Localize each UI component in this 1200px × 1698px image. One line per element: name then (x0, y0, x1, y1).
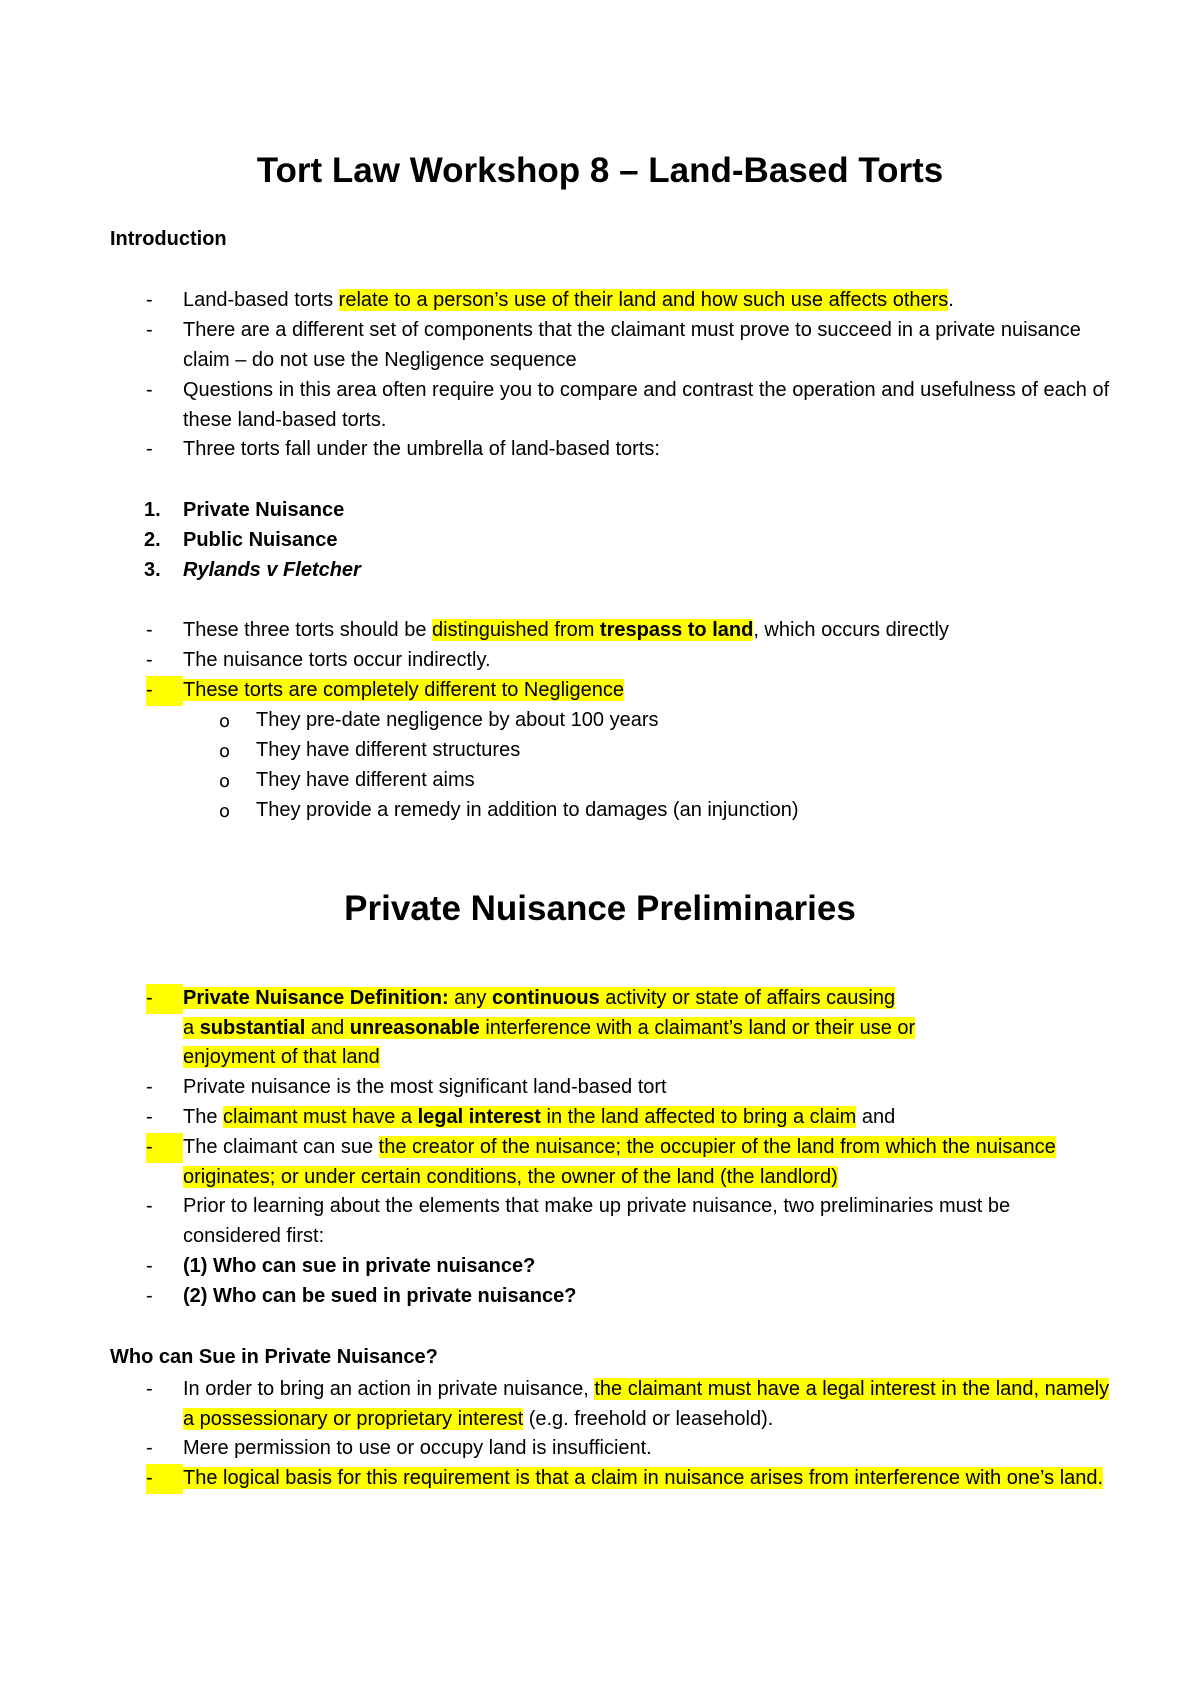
sue-bullet-1 (183, 1375, 1113, 1434)
prelim-bullet-3 (183, 1103, 1113, 1133)
text-run: and (305, 1016, 350, 1039)
bold-text: trespass to land (599, 619, 754, 641)
bullet-marker: - (146, 984, 183, 1014)
bullet-marker: - (146, 649, 153, 671)
prelim-question-2: (2) Who can be sued in private nuisance? (183, 1285, 577, 1307)
bullet-marker: - (146, 619, 153, 641)
bullet-marker: - (146, 289, 153, 311)
sub-bullet-marker: o (219, 801, 231, 822)
bullet-marker: - (146, 1285, 153, 1307)
sub-bullet-4: They provide a remedy in addition to damages (an injunction) (256, 799, 799, 821)
intro-bullet-6: The nuisance torts occur indirectly. (183, 649, 491, 671)
sub-bullet-3: They have different aims (256, 769, 475, 791)
highlighted-text: enjoyment of that land (183, 1046, 380, 1068)
sub-bullet-marker: o (219, 711, 231, 732)
text-run: interference with a claimant’s land or their use or (479, 1016, 916, 1039)
text-run: The claimant can sue (183, 1136, 379, 1158)
definition-label: Private Nuisance Definition: (183, 987, 449, 1009)
text-run: and (856, 1106, 896, 1128)
tort-item-rylands: Rylands v Fletcher (183, 559, 361, 581)
definition-bullet (183, 984, 1113, 1073)
text-run: Land-based torts (183, 289, 339, 311)
intro-bullet-4: Three torts fall under the umbrella of land-based torts: (183, 438, 660, 460)
intro-bullet-3: Questions in this area often require you to compare and contrast the operation and usefulness of each of these land-based torts. (183, 379, 1110, 431)
sue-bullet-3 (183, 1464, 1113, 1494)
prelim-question-1: (1) Who can sue in private nuisance? (183, 1255, 536, 1277)
text-run: These three torts should be (183, 619, 433, 641)
list-number: 1. (144, 499, 161, 521)
section-heading-who-can-sue: Who can Sue in Private Nuisance? (110, 1346, 438, 1368)
section-title-preliminaries: Private Nuisance Preliminaries (344, 889, 856, 928)
sub-bullet-1: They pre-date negligence by about 100 years (256, 709, 659, 731)
tort-item-public-nuisance: Public Nuisance (183, 529, 338, 551)
tort-item-private-nuisance: Private Nuisance (183, 499, 345, 521)
text-run: , which occurs directly (753, 619, 949, 641)
intro-bullet-7 (183, 676, 1113, 706)
intro-bullet-2: There are a different set of components that the claimant must prove to succeed in a private nuisance claim – do not use the Negligence sequence (183, 319, 1081, 371)
list-number: 3. (144, 559, 161, 581)
bullet-marker: - (146, 379, 153, 401)
text-run: (e.g. freehold or leasehold). (523, 1407, 774, 1430)
bullet-marker: - (146, 1195, 153, 1217)
text-run: The (183, 1106, 224, 1128)
text-run: claimant must have a (223, 1106, 418, 1128)
prelim-bullet-2: Private nuisance is the most significant land-based tort (183, 1076, 667, 1098)
bullet-marker: - (146, 676, 183, 706)
text-run: distinguished from (432, 619, 600, 641)
text-run: any (448, 987, 492, 1009)
sub-bullet-marker: o (219, 771, 231, 792)
bold-text: legal interest (417, 1106, 541, 1128)
prelim-bullet-4 (183, 1133, 1113, 1192)
bullet-marker: - (146, 1133, 183, 1163)
prelim-bullet-5: Prior to learning about the elements that make up private nuisance, two preliminaries must be considered first: (183, 1195, 1011, 1247)
bullet-marker: - (146, 319, 153, 341)
bullet-marker: - (146, 1076, 153, 1098)
bullet-marker: - (146, 1464, 183, 1494)
section-heading-introduction: Introduction (110, 228, 227, 250)
bold-text: unreasonable (349, 1016, 480, 1039)
highlighted-text (432, 619, 753, 641)
bold-text: substantial (199, 1016, 306, 1039)
highlighted-text: The logical basis for this requirement is that a claim in nuisance arises from interference with one’s land. (183, 1467, 1104, 1489)
bullet-marker: - (146, 1106, 153, 1128)
list-number: 2. (144, 529, 161, 551)
highlighted-text (183, 987, 895, 1009)
intro-bullet-5 (183, 616, 1113, 646)
sub-bullet-marker: o (219, 741, 231, 762)
intro-bullet-1 (183, 286, 1113, 316)
document-title: Tort Law Workshop 8 – Land-Based Torts (256, 151, 944, 190)
highlighted-text: These torts are completely different to Negligence (183, 679, 624, 701)
highlighted-text: the creator of the nuisance; the occupier of the land from which the nuisance originates; or under certain conditions, the owner of the land (the landlord) (183, 1136, 1056, 1188)
text-run: In order to bring an action in private nuisance, (183, 1378, 595, 1400)
text-run: activity or state of affairs causing (599, 987, 896, 1009)
text-run: a (183, 1016, 200, 1039)
sub-bullet-2: They have different structures (256, 739, 521, 761)
bold-text: continuous (491, 987, 600, 1009)
sue-bullet-2: Mere permission to use or occupy land is insufficient. (183, 1437, 652, 1459)
bullet-marker: - (146, 438, 153, 460)
highlighted-text: relate to a person’s use of their land and how such use affects others (338, 289, 949, 311)
text-run: . (948, 289, 954, 311)
bullet-marker: - (146, 1437, 153, 1459)
bullet-marker: - (146, 1255, 153, 1277)
highlighted-text (223, 1106, 856, 1128)
highlighted-text (183, 1017, 915, 1039)
highlighted-text: the claimant must have a legal interest in the land, namely a possessionary or proprietary interest (183, 1378, 1110, 1430)
bullet-marker: - (146, 1378, 153, 1400)
text-run: in the land affected to bring a claim (540, 1106, 857, 1128)
